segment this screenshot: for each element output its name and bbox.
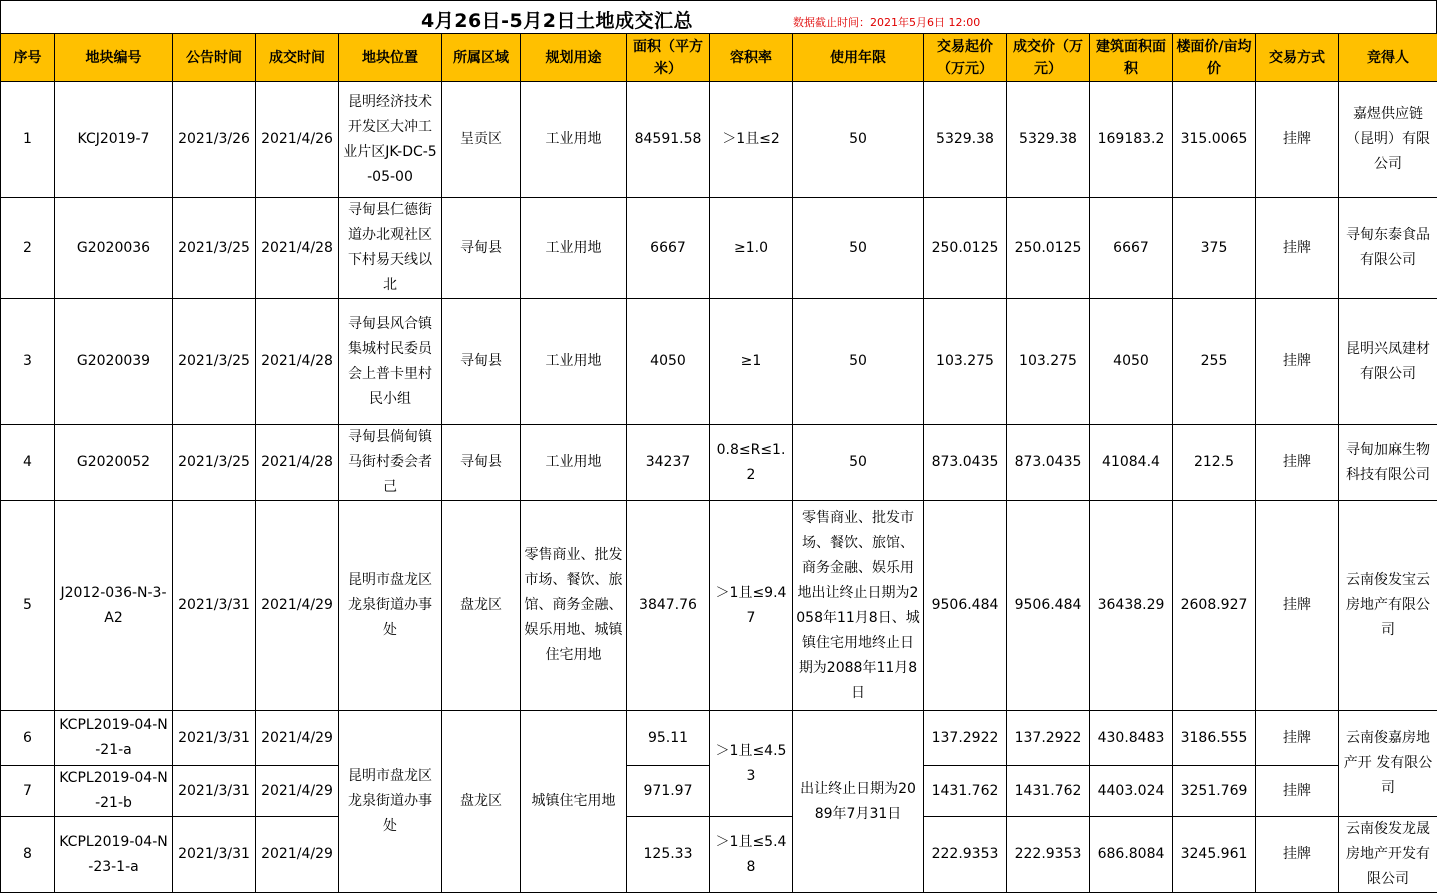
cell-no[interactable]: 8 [1, 817, 55, 893]
cell-district[interactable]: 盘龙区 [442, 711, 521, 893]
cell-deal-date[interactable]: 2021/4/28 [256, 425, 339, 501]
header-cell[interactable]: 成交价（万元） [1007, 34, 1090, 82]
cell-code[interactable]: G2020039 [55, 299, 173, 425]
cell-unit-price[interactable]: 375 [1173, 198, 1256, 299]
cell-unit-price[interactable]: 3251.769 [1173, 766, 1256, 817]
table-row [1, 817, 1437, 893]
title-bar [0, 0, 1437, 34]
cell-unit-price[interactable]: 212.5 [1173, 425, 1256, 501]
cell-unit-price[interactable]: 315.0065 [1173, 82, 1256, 198]
cell-term[interactable]: 50 [793, 198, 924, 299]
cell-method[interactable]: 挂牌 [1256, 766, 1339, 817]
cell-start-price[interactable]: 5329.38 [924, 82, 1007, 198]
cell-term[interactable]: 出让终止日期为2089年7月31日 [793, 711, 924, 893]
cell-unit-price[interactable]: 2608.927 [1173, 501, 1256, 711]
cell-method[interactable]: 挂牌 [1256, 817, 1339, 893]
cell-deal-price[interactable]: 222.9353 [1007, 817, 1090, 893]
cell-use[interactable]: 零售商业、批发市场、餐饮、旅馆、商务金融、娱乐用地、城镇住宅用地 [521, 501, 627, 711]
cell-no[interactable]: 3 [1, 299, 55, 425]
header-cell[interactable]: 容积率 [710, 34, 793, 82]
cell-no[interactable]: 6 [1, 711, 55, 766]
cell-buyer[interactable]: 云南俊发宝云房地产有限公司 [1339, 501, 1437, 711]
table-row [1, 501, 1437, 711]
cell-term[interactable]: 50 [793, 82, 924, 198]
cell-announce-date[interactable]: 2021/3/31 [173, 766, 256, 817]
header-cell[interactable]: 面积（平方米） [627, 34, 710, 82]
header-cell[interactable]: 交易方式 [1256, 34, 1339, 82]
cutoff-note: 数据截止时间：2021年5月6日 12:00 [793, 14, 980, 30]
header-cell[interactable]: 使用年限 [793, 34, 924, 82]
header-cell[interactable]: 竞得人 [1339, 34, 1437, 82]
header-cell[interactable]: 建筑面积面积 [1090, 34, 1173, 82]
header-cell[interactable]: 所属区域 [442, 34, 521, 82]
cell-deal-price[interactable]: 137.2922 [1007, 711, 1090, 766]
cell-code[interactable]: KCJ2019-7 [55, 82, 173, 198]
cell-deal-price[interactable]: 103.275 [1007, 299, 1090, 425]
cell-announce-date[interactable]: 2021/3/31 [173, 501, 256, 711]
cell-floor-area[interactable]: 6667 [1090, 198, 1173, 299]
cell-buyer[interactable]: 寻甸东泰食品有限公司 [1339, 198, 1437, 299]
cell-use[interactable]: 工业用地 [521, 82, 627, 198]
cell-area[interactable]: 84591.58 [627, 82, 710, 198]
cell-unit-price[interactable]: 255 [1173, 299, 1256, 425]
cell-floor-area[interactable]: 4050 [1090, 299, 1173, 425]
cell-code[interactable]: KCPL2019-04-N-21-a [55, 711, 173, 766]
cell-deal-date[interactable]: 2021/4/28 [256, 198, 339, 299]
cell-start-price[interactable]: 873.0435 [924, 425, 1007, 501]
cell-no[interactable]: 4 [1, 425, 55, 501]
cell-far[interactable]: ＞1且≤9.47 [710, 501, 793, 711]
cell-buyer[interactable]: 寻甸加麻生物科技有限公司 [1339, 425, 1437, 501]
table-row [1, 299, 1437, 425]
cell-announce-date[interactable]: 2021/3/26 [173, 82, 256, 198]
cell-floor-area[interactable]: 36438.29 [1090, 501, 1173, 711]
sheet-title: 4月26日-5月2日土地成交汇总 [421, 6, 693, 33]
cell-district[interactable]: 盘龙区 [442, 501, 521, 711]
cell-floor-area[interactable]: 686.8084 [1090, 817, 1173, 893]
cell-use[interactable]: 城镇住宅用地 [521, 711, 627, 893]
cell-far[interactable]: ＞1且≤5.48 [710, 817, 793, 893]
cell-code[interactable]: G2020052 [55, 425, 173, 501]
cell-far[interactable]: ≥1.0 [710, 198, 793, 299]
cell-announce-date[interactable]: 2021/3/25 [173, 198, 256, 299]
cell-far[interactable]: ＞1且≤2 [710, 82, 793, 198]
cell-district[interactable]: 寻甸县 [442, 425, 521, 501]
cell-method[interactable]: 挂牌 [1256, 299, 1339, 425]
cell-floor-area[interactable]: 4403.024 [1090, 766, 1173, 817]
cell-code[interactable]: KCPL2019-04-N-23-1-a [55, 817, 173, 893]
table-row [1, 82, 1437, 198]
cell-method[interactable]: 挂牌 [1256, 82, 1339, 198]
table-row [1, 425, 1437, 501]
cell-area[interactable]: 34237 [627, 425, 710, 501]
header-cell[interactable]: 规划用途 [521, 34, 627, 82]
cell-deal-price[interactable]: 250.0125 [1007, 198, 1090, 299]
cell-buyer[interactable]: 云南俊发龙晟房地产开发有限公司 [1339, 817, 1437, 893]
cell-location[interactable]: 寻甸县仁德街道办北观社区下村易天线以北 [339, 198, 442, 299]
cell-term[interactable]: 零售商业、批发市场、餐饮、旅馆、商务金融、娱乐用地出让终止日期为2058年11月8日、城镇住宅用地终止日期为2088年11月8日 [793, 501, 924, 711]
cell-start-price[interactable]: 222.9353 [924, 817, 1007, 893]
cell-floor-area[interactable]: 41084.4 [1090, 425, 1173, 501]
header-row [1, 34, 1437, 82]
cell-location[interactable]: 昆明市盘龙区龙泉街道办事处 [339, 501, 442, 711]
cell-use[interactable]: 工业用地 [521, 425, 627, 501]
header-cell[interactable]: 交易起价（万元） [924, 34, 1007, 82]
cell-use[interactable]: 工业用地 [521, 299, 627, 425]
cell-district[interactable]: 寻甸县 [442, 198, 521, 299]
table-row [1, 198, 1437, 299]
header-cell[interactable]: 地块位置 [339, 34, 442, 82]
cell-announce-date[interactable]: 2021/3/31 [173, 711, 256, 766]
header-cell[interactable]: 公告时间 [173, 34, 256, 82]
cell-deal-date[interactable]: 2021/4/26 [256, 82, 339, 198]
cell-buyer[interactable]: 昆明兴凤建材有限公司 [1339, 299, 1437, 425]
header-cell[interactable]: 地块编号 [55, 34, 173, 82]
cell-area[interactable]: 95.11 [627, 711, 710, 766]
cell-no[interactable]: 5 [1, 501, 55, 711]
cell-area[interactable]: 4050 [627, 299, 710, 425]
cell-method[interactable]: 挂牌 [1256, 425, 1339, 501]
cell-start-price[interactable]: 103.275 [924, 299, 1007, 425]
cell-far[interactable]: 0.8≤R≤1.2 [710, 425, 793, 501]
cell-no[interactable]: 2 [1, 198, 55, 299]
cell-method[interactable]: 挂牌 [1256, 711, 1339, 766]
cell-code[interactable]: KCPL2019-04-N-21-b [55, 766, 173, 817]
cell-deal-date[interactable]: 2021/4/28 [256, 299, 339, 425]
cell-no[interactable]: 7 [1, 766, 55, 817]
cell-deal-price[interactable]: 1431.762 [1007, 766, 1090, 817]
cell-deal-date[interactable]: 2021/4/29 [256, 766, 339, 817]
cell-no[interactable]: 1 [1, 82, 55, 198]
cell-far[interactable]: ＞1且≤4.53 [710, 711, 793, 817]
cell-deal-price[interactable]: 5329.38 [1007, 82, 1090, 198]
cell-deal-date[interactable]: 2021/4/29 [256, 817, 339, 893]
cell-buyer[interactable]: 嘉煜供应链（昆明）有限公司 [1339, 82, 1437, 198]
cell-location[interactable]: 昆明市盘龙区龙泉街道办事处 [339, 711, 442, 893]
cell-term[interactable]: 50 [793, 425, 924, 501]
cell-code[interactable]: G2020036 [55, 198, 173, 299]
cell-district[interactable]: 呈贡区 [442, 82, 521, 198]
cell-floor-area[interactable]: 430.8483 [1090, 711, 1173, 766]
cell-start-price[interactable]: 137.2922 [924, 711, 1007, 766]
cell-area[interactable]: 125.33 [627, 817, 710, 893]
header-cell[interactable]: 成交时间 [256, 34, 339, 82]
cell-area[interactable]: 971.97 [627, 766, 710, 817]
cell-deal-date[interactable]: 2021/4/29 [256, 501, 339, 711]
cell-unit-price[interactable]: 3186.555 [1173, 711, 1256, 766]
cell-location[interactable]: 寻甸县风合镇集城村民委员会上普卡里村民小组 [339, 299, 442, 425]
table-row [1, 711, 1437, 766]
cell-method[interactable]: 挂牌 [1256, 198, 1339, 299]
cell-location[interactable]: 寻甸县倘甸镇马街村委会者己 [339, 425, 442, 501]
cell-start-price[interactable]: 1431.762 [924, 766, 1007, 817]
land-deals-table [0, 33, 1437, 893]
cell-start-price[interactable]: 250.0125 [924, 198, 1007, 299]
cell-code[interactable]: J2012-036-N-3-A2 [55, 501, 173, 711]
cell-unit-price[interactable]: 3245.961 [1173, 817, 1256, 893]
cell-buyer[interactable]: 云南俊嘉房地产开 发有限公司 [1339, 711, 1437, 817]
cell-floor-area[interactable]: 169183.2 [1090, 82, 1173, 198]
cell-area[interactable]: 6667 [627, 198, 710, 299]
header-cell[interactable]: 序号 [1, 34, 55, 82]
cell-announce-date[interactable]: 2021/3/31 [173, 817, 256, 893]
cell-deal-price[interactable]: 873.0435 [1007, 425, 1090, 501]
cell-term[interactable]: 50 [793, 299, 924, 425]
header-cell[interactable]: 楼面价/亩均价 [1173, 34, 1256, 82]
cell-use[interactable]: 工业用地 [521, 198, 627, 299]
cell-deal-date[interactable]: 2021/4/29 [256, 711, 339, 766]
cell-area[interactable]: 3847.76 [627, 501, 710, 711]
cell-location[interactable]: 昆明经济技术开发区大冲工业片区JK-DC-5-05-00 [339, 82, 442, 198]
cell-announce-date[interactable]: 2021/3/25 [173, 425, 256, 501]
cell-method[interactable]: 挂牌 [1256, 501, 1339, 711]
cell-far[interactable]: ≥1 [710, 299, 793, 425]
cell-deal-price[interactable]: 9506.484 [1007, 501, 1090, 711]
cell-district[interactable]: 寻甸县 [442, 299, 521, 425]
cell-start-price[interactable]: 9506.484 [924, 501, 1007, 711]
cell-announce-date[interactable]: 2021/3/25 [173, 299, 256, 425]
